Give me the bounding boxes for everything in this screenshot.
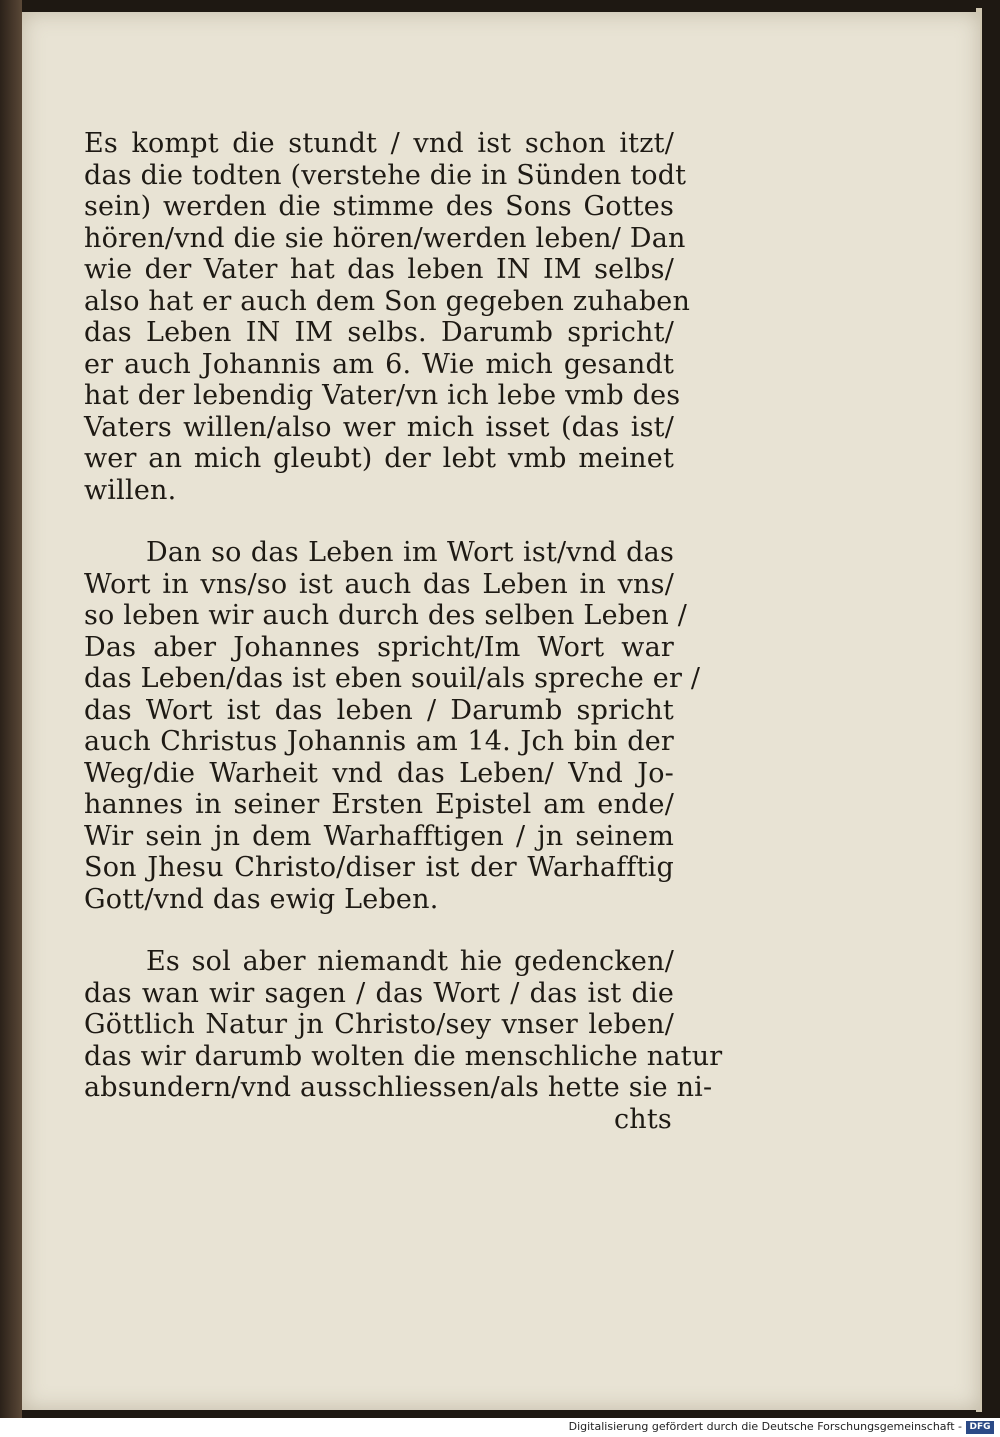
- text-line: auch Christus Johannis am 14. Jch bin der: [84, 726, 674, 757]
- text-line: hören/vnd die sie hören/werden leben/ Dan: [84, 222, 686, 254]
- text-line: Wort in vns/so ist auch das Leben in vns/: [84, 568, 674, 600]
- text-line: Es kompt die stundt / vnd ist schon itzt/: [84, 128, 674, 159]
- text-line: also hat er auch dem Son gegeben zuhaben: [84, 285, 691, 317]
- paragraph: [84, 537, 701, 915]
- book-spine: [0, 0, 22, 1418]
- text-line: wie der Vater hat das leben IN IM selbs/: [84, 254, 674, 285]
- paragraph: [84, 128, 691, 506]
- text-line: das wan wir sagen / das Wort / das ist die: [84, 977, 674, 1009]
- text-line: Dan so das Leben im Wort ist/vnd das: [146, 537, 674, 568]
- text-line: das Leben/das ist eben souil/als spreche er /: [84, 663, 701, 694]
- text-line: so leben wir auch durch des selben Leben /: [84, 600, 688, 631]
- funding-notice: Digitalisierung gefördert durch die Deutsche Forschungsgemeinschaft -: [568, 1420, 962, 1433]
- text-line: Gott/vnd das ewig Leben.: [84, 883, 439, 915]
- text-line: Vaters willen/also wer mich isset (das ist/: [84, 411, 674, 443]
- paragraph-gap: [84, 506, 674, 537]
- text-line: sein) werden die stimme des Sons Gottes: [84, 191, 674, 222]
- text-line: das Wort ist das leben / Darumb spricht: [84, 694, 674, 726]
- text-line: das die todten (verstehe die in Sünden todt: [84, 159, 687, 191]
- dfg-logo: DFG: [966, 1421, 994, 1434]
- text-line: hannes in seiner Ersten Epistel am ende/: [84, 789, 674, 820]
- text-line: Weg/die Warheit vnd das Leben/ Vnd Jo-: [84, 757, 674, 789]
- text-line: Das aber Johannes spricht/Im Wort war: [84, 631, 674, 663]
- text-line: das Leben IN IM selbs. Darumb spricht/: [84, 317, 674, 348]
- text-line: Göttlich Natur jn Christo/sey vnser leben/: [84, 1009, 674, 1040]
- paragraph-gap: [84, 915, 674, 946]
- text-line: Es sol aber niemandt hie gedencken/: [146, 946, 674, 977]
- text-line: willen.: [84, 474, 177, 506]
- page-text: [84, 128, 723, 1135]
- paragraph: [84, 946, 723, 1104]
- text-line: das wir darumb wolten die menschliche natur: [84, 1040, 723, 1072]
- text-line: wer an mich gleubt) der lebt vmb meinet: [84, 443, 674, 474]
- paragraphs: [84, 128, 723, 1104]
- text-line: absundern/vnd ausschliessen/als hette sie ni-: [84, 1072, 713, 1103]
- text-line: Son Jhesu Christo/diser ist der Warhafftig: [84, 852, 674, 883]
- catchword: chts: [613, 1103, 672, 1135]
- text-line: hat der lebendig Vater/vn ich lebe vmb des: [84, 380, 681, 411]
- text-line: er auch Johannis am 6. Wie mich gesandt: [84, 348, 674, 380]
- footer-bar: [0, 1418, 1000, 1437]
- text-line: Wir sein jn dem Warhafftigen / jn seinem: [84, 820, 674, 852]
